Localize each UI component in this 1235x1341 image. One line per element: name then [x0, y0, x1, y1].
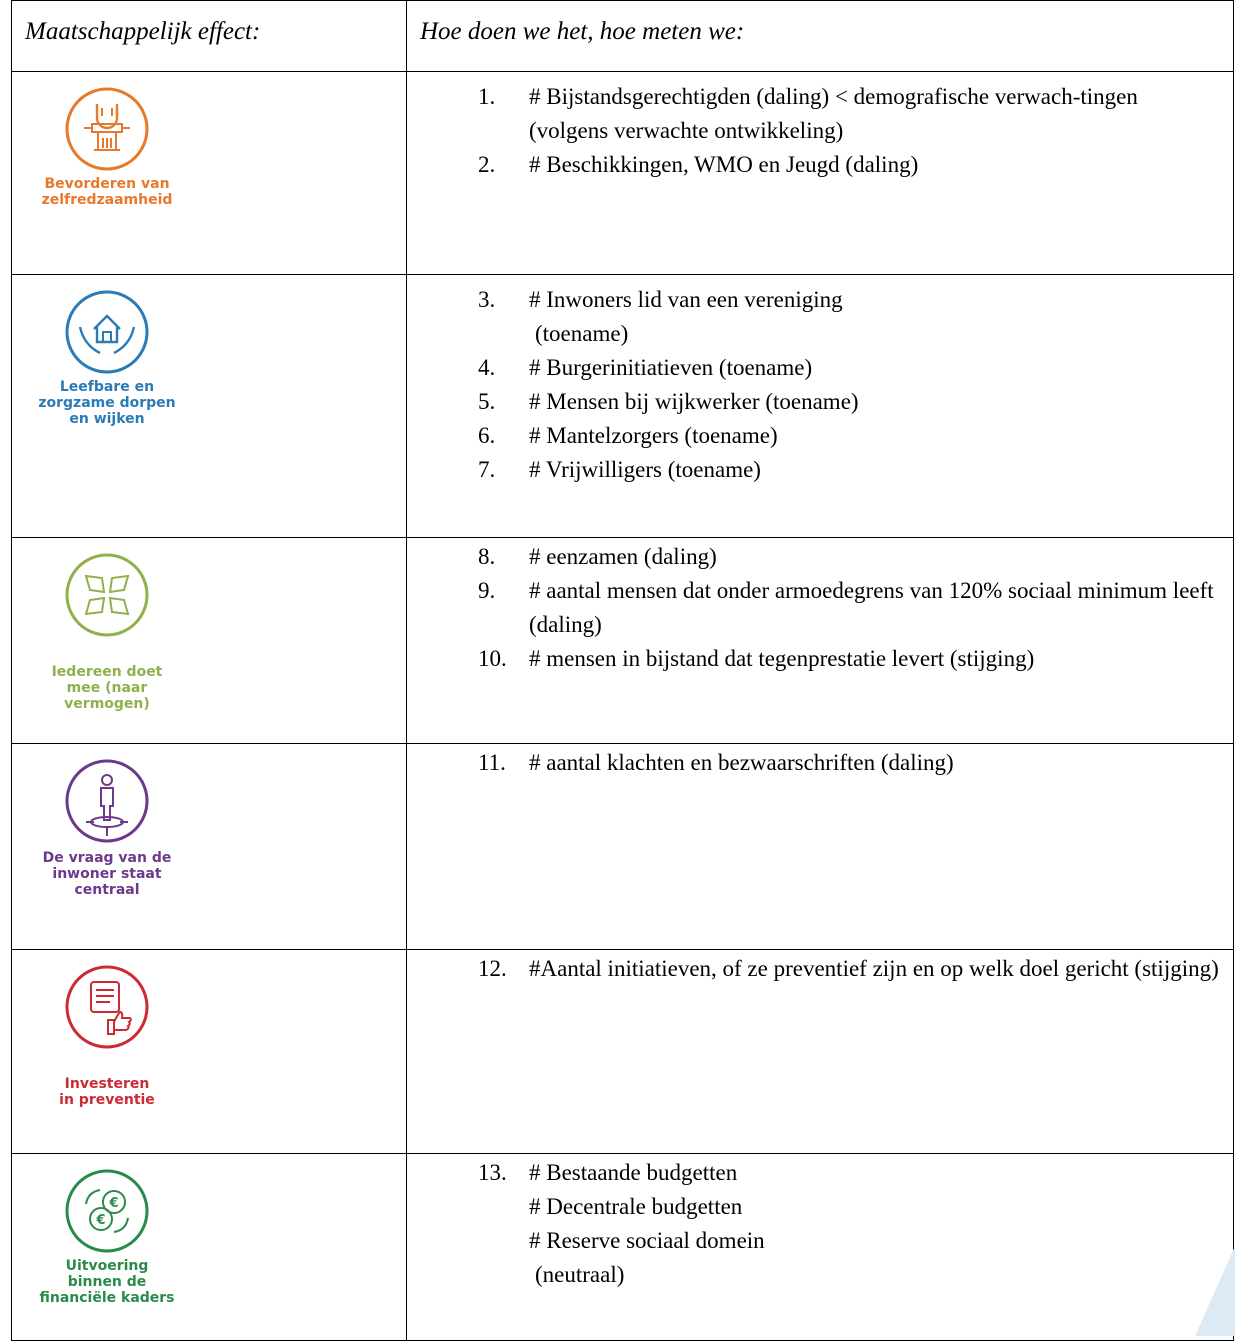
item-text: # aantal mensen dat onder armoedegrens van 120% sociaal minimum leeft (daling)	[529, 578, 1214, 637]
effect-vraag-inwoner	[12, 758, 202, 898]
list-item	[407, 952, 1233, 986]
item-text: # Vrijwilligers (toename)	[529, 457, 761, 482]
effect-label-line: Bevorderen van	[44, 176, 170, 192]
document-thumbs-up-icon	[64, 964, 150, 1050]
item-number: 11.	[478, 750, 506, 775]
measure-list	[407, 80, 1233, 182]
item-text: # Mensen bij wijkwerker (toename)	[529, 389, 859, 414]
item-text: # mensen in bijstand dat tegenprestatie levert (stijging)	[529, 646, 1035, 671]
item-number: 5.	[478, 389, 496, 414]
item-text: #Aantal initiatieven, of ze preventief zijn en op welk doel gericht (stijging)	[529, 956, 1219, 981]
effect-label	[42, 176, 173, 208]
table-row	[12, 744, 1234, 950]
hands-raised-banner-icon	[64, 86, 150, 172]
effect-label-line: Investeren	[64, 1076, 150, 1092]
list-item-continuation: (toename)	[535, 321, 629, 346]
header-cell-effect	[12, 1, 407, 72]
list-item	[407, 283, 1233, 317]
effect-label	[39, 1258, 174, 1306]
item-number: 9.	[478, 578, 496, 603]
item-text: # Bijstandsgerechtigden (daling) < demografische verwach-tingen (volgens verwachte ontwikkeling)	[529, 84, 1138, 143]
svg-text:€: €	[96, 1213, 106, 1228]
effect-label-line: financiële kaders	[39, 1290, 175, 1306]
item-number: 6.	[478, 423, 496, 448]
measure-cell	[407, 1154, 1234, 1341]
item-text: # Burgerinitiatieven (toename)	[529, 355, 813, 380]
measure-list	[407, 283, 1233, 487]
effect-label	[52, 664, 163, 712]
house-in-hands-icon	[64, 289, 150, 375]
table-row	[12, 275, 1234, 538]
svg-text:€: €	[109, 1196, 119, 1211]
item-number: 3.	[478, 287, 496, 312]
effect-label-line: Leefbare en	[59, 379, 155, 395]
effect-cell	[12, 744, 407, 950]
effect-label	[38, 379, 175, 427]
list-item	[407, 540, 1233, 574]
effect-label-line: Uitvoering	[65, 1258, 149, 1274]
effect-iedereen-doet-mee	[12, 552, 202, 712]
euro-exchange-icon	[64, 1168, 150, 1254]
effect-leefbare-dorpen	[12, 289, 202, 427]
list-item-continuation: # Decentrale budgetten	[529, 1194, 743, 1219]
effect-label-line: mee (naar	[66, 680, 148, 696]
four-hands-icon	[64, 552, 150, 638]
decorative-corner-shape	[1195, 1246, 1235, 1336]
list-item	[407, 148, 1233, 182]
item-number: 13.	[478, 1160, 507, 1185]
effect-cell	[12, 950, 407, 1154]
item-text: # Bestaande budgetten	[529, 1160, 738, 1185]
measure-cell	[407, 538, 1234, 744]
effect-preventie	[12, 964, 202, 1108]
measure-list	[407, 1156, 1233, 1292]
header-effect: Maatschappelijk effect:	[25, 18, 261, 45]
list-item	[407, 1156, 1233, 1190]
effect-label-line: inwoner staat	[52, 866, 162, 882]
list-item	[407, 351, 1233, 385]
effect-label-line: De vraag van de	[42, 850, 172, 866]
table-row	[12, 1154, 1234, 1341]
item-text: # Inwoners lid van een vereniging	[529, 287, 843, 312]
list-item-continuation: # Reserve sociaal domein	[529, 1228, 765, 1253]
effect-cell	[12, 72, 407, 275]
item-number: 8.	[478, 544, 496, 569]
list-item	[407, 453, 1233, 487]
item-number: 7.	[478, 457, 496, 482]
header-measure: Hoe doen we het, hoe meten we:	[420, 18, 745, 45]
effects-table	[11, 0, 1234, 1341]
effect-zelfredzaamheid	[12, 86, 202, 208]
item-number: 1.	[478, 84, 496, 109]
header-cell-measure	[407, 1, 1234, 72]
measure-list	[407, 746, 1233, 780]
item-text: # Beschikkingen, WMO en Jeugd (daling)	[529, 152, 919, 177]
measure-cell	[407, 950, 1234, 1154]
measure-list	[407, 540, 1233, 676]
effect-cell	[12, 275, 407, 538]
item-text: # Mantelzorgers (toename)	[529, 423, 778, 448]
effect-financiele-kaders	[12, 1168, 202, 1306]
table-row	[12, 72, 1234, 275]
measure-cell	[407, 744, 1234, 950]
header-row	[12, 1, 1234, 72]
effect-label	[59, 1076, 155, 1108]
item-number: 2.	[478, 152, 496, 177]
item-number: 4.	[478, 355, 496, 380]
item-number: 10.	[478, 646, 507, 671]
effect-label-line: zorgzame dorpen	[38, 395, 176, 411]
list-item	[407, 419, 1233, 453]
effect-label-line: centraal	[74, 882, 140, 898]
measure-cell	[407, 275, 1234, 538]
effect-cell	[12, 1154, 407, 1341]
measure-list	[407, 952, 1233, 986]
person-target-icon	[64, 758, 150, 844]
list-item	[407, 746, 1233, 780]
effect-label	[43, 850, 172, 898]
effect-cell	[12, 538, 407, 744]
list-item	[407, 574, 1233, 642]
table-row	[12, 950, 1234, 1154]
list-item	[407, 80, 1233, 148]
measure-cell	[407, 72, 1234, 275]
table-row	[12, 538, 1234, 744]
item-text: # aantal klachten en bezwaarschriften (daling)	[529, 750, 954, 775]
effect-label-line: en wijken	[69, 411, 145, 427]
item-number: 12.	[478, 956, 507, 981]
list-item	[407, 642, 1233, 676]
effect-label-line: zelfredzaamheid	[41, 192, 173, 208]
item-text: # eenzamen (daling)	[529, 544, 717, 569]
effect-label-line: vermogen)	[64, 696, 150, 712]
list-item	[407, 385, 1233, 419]
effect-label-line: in preventie	[59, 1092, 155, 1108]
effect-label-line: binnen de	[67, 1274, 147, 1290]
list-item-continuation: (neutraal)	[535, 1262, 625, 1287]
effect-label-line: Iedereen doet	[51, 664, 163, 680]
